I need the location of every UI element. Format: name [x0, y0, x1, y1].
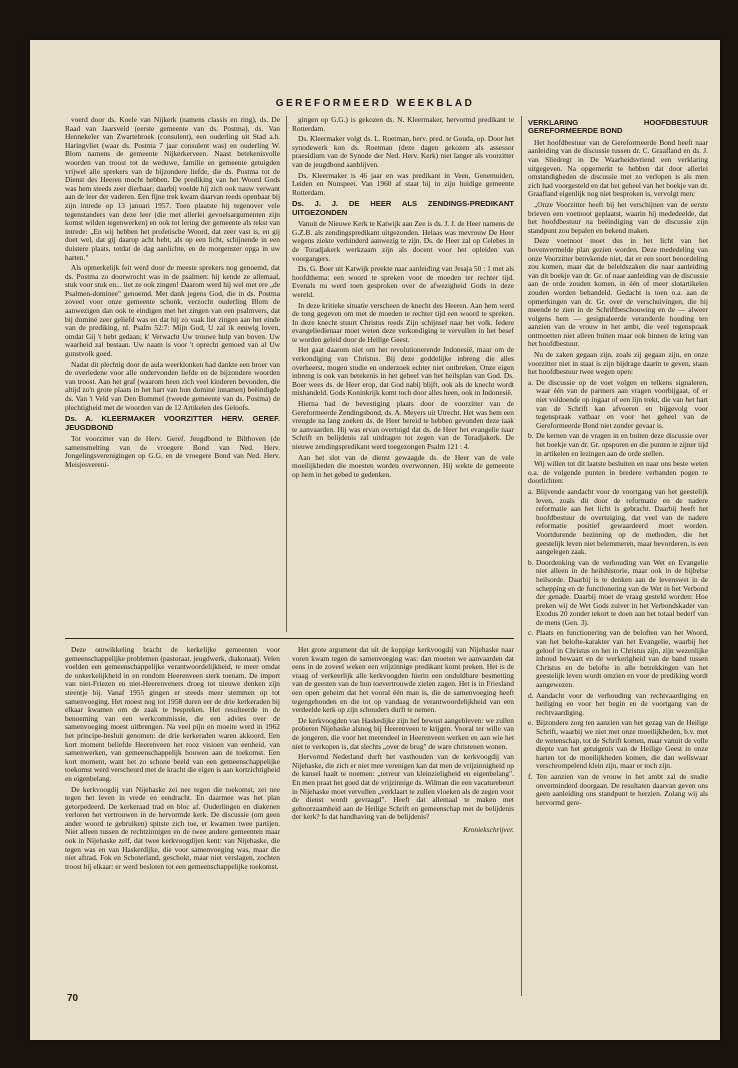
- paragraph: Ds. Kleermaker is 46 jaar en was predikant in Veen, Genemuiden, Leiden en Nunspeet. Van 1960 af staat hij in zijn huidige gemeente Rotterdam.: [292, 170, 514, 197]
- paragraph: Tot voorzitter van de Herv. Geref. Jeugdbond te Bilthoven (de samensmelting van de vroegere Bond van Ned. Herv. Jongelingsverenigingen op G.G. en de vroegere Bond van Ned. Herv. Meisjesvereni-: [65, 434, 280, 469]
- list-item: [528, 432, 708, 458]
- col3-paragraphs-2: [528, 460, 708, 486]
- paragraph: Ds. G. Boer uit Katwijk preekte naar aanleiding van Jesaja 50 : 1 met als hoofdthema: een woord te spreken voor de moeden ter rechter tijd. Evenals nu werd toen gesproken over de afwezigheid Gods in deze wereld.: [292, 264, 514, 299]
- paragraph: In deze kritieke situatie verscheen de knecht des Heeren. Aan hem werd de tong gegeven om met de moeden te rechter tijd een woord te spreken. In deze knecht stuurt Christus reeds Zijn schijnsel naar het volk. Iedere evangeliedienaar moet weten deze verkondiging te vervullen in het besef te worden geleid door de Heilige Geest.: [292, 300, 514, 344]
- paragraph: Wij willen tot dit laatste besluiten en naar ons beste weten o.a. de volgende punten in bredere verbanden pogen te doorlichten:: [528, 459, 708, 486]
- col1-bottom-paragraphs: [65, 646, 280, 871]
- col1-top-paragraphs: [65, 116, 280, 412]
- col2-bottom-paragraphs: [292, 646, 514, 822]
- paragraph: Het gaat daarom niet om het revolutionerende Indonesië, maar om de verkondiging van Christus. Bij deze goddelijke inbreng die alles overheerst, mogen studie en onderzoek echter niet ontbreken. Onze eigen inbreng is ook van betekenis in het geheel van het heilsplan van God. Ds. Boer wees ds. de Heer erop, dat God nabij blijft, ook als de knecht wordt mishandeld. Gods Koninkrijk komt toch door alles heen, ook in Indonesië.: [292, 345, 514, 398]
- paragraph: Aan het slot van de dienst gewaagde ds. de Heer van de vele moeilijkheden die moesten worden overwonnen. Hij wekte de gemeente op hem in het gebed te gedenken.: [292, 452, 514, 479]
- article-heading-de-heer: Ds. J. J. DE HEER ALS ZENDINGS-PREDIKANT UITGEZONDEN: [292, 199, 514, 217]
- list-marker: f.: [528, 771, 533, 781]
- list-item: [528, 559, 708, 628]
- magazine-page: [30, 40, 720, 1040]
- paragraph: Als opmerkelijk feit werd door de meeste sprekers nog genoemd, dat ds. Postma zo doorwrocht was in de psalmen: hij kende ze allemaal, stuk voor stuk en... liet ze ook zingen! Daarom werd hij wel met ere „de Psalmen-dominee" genoemd. Met dank jegens God, die in ds. Postma zoveel voor onze gemeente schonk, verzocht ouderling Blom de aanwezigen dan ook te eindigen met het zingen van een psalmvers, dat bij dominé zeer geliefd was en dat hij zo vaak liet zingen aan het einde van de prediking, nl. Psalm 52:7: Mijn God, U zal ik eeuwig loven, omdat Gij 't hebt gedaan; k' Verwacht Uw trouwe hulp van boven. Uw waarheid zal bestaan. Uw naam is voor 't oprecht gemoed van al Uw gunstvolk goed.: [65, 263, 280, 359]
- paragraph: Vanuit de Nieuwe Kerk te Katwijk aan Zee is ds. J. J. de Heer namens de G.Z.B. als zendingspredikant uitgezonden. Helaas was mevrouw De Heer wegens ziekte verhinderd aanwezig te zijn. Ds. de Heer zal op Celebes in de Toradjakerk werkzaam zijn als docent voor het opleiden van voorgangers.: [292, 219, 514, 263]
- section-divider: [65, 638, 514, 639]
- paragraph: gingen op G.G.) is gekozen ds. N. Kleermaker, hervormd predikant te Rotterdam.: [292, 116, 514, 133]
- column-rule-1: [286, 116, 287, 632]
- column-2-bottom: [292, 646, 514, 986]
- list-marker: b.: [528, 557, 534, 567]
- list-marker: a.: [528, 377, 534, 387]
- list-item: [528, 773, 708, 807]
- list-text: Doordenking van de verhouding van Wet en Evangelie niet alleen in de heilshistorie, maar ook in de bijbelse heilsorde. Daarbij is te denken aan de levenswet in de schepping en de functionering van de Wet in het Verbond der genade. Daarbij moet de vraag gesteld worden: Hoe preken wij de Wet Gods zuiver in het Verbondskader van Exodus 20 zonder tekort te doen aan het totaal bederf van de mens (Gen. 3).: [536, 557, 708, 627]
- list-text: Bijzondere zorg ten aanzien van het gezag van de Heilige Schrift, waarbij we niet met onze moeilijkheden, b.v. met de wetenschap, tot de Schrift komen, maar vanuit de volle diepte van het getuigenis van de Heilige Geest in onze harten tot de moeilijkheden komen, die dan wellswaar verschrompelend klein zijn, maar er toch zijn.: [536, 718, 708, 771]
- paragraph: Deze voetnoot moet dus in het licht van het bovenvermelde plan gezien worden. Deze mededeling van onze Voorzitter betrekende niet, dat er een soort beoordeling zou komen, maar dat de beleidszaken die naar aanleiding van dit boekje van dr. Gr. of naar aanleiding van de discussie aan de orde zouden komen, in één of meer slotartikelen zouden worden behandeld. Gedacht is toen o.a. aan de opmerkingen van dr. Gr. over de verschuivingen, die hij meende te zien in de Schriftbeschouwing en de — alweer volgens hem — gesignaleerde veranderde houding ten aanzien van de vrouw in het ambt, die veel tegenspraak ontmoetten niet alleen buiten maar ook binnen de kring van het hoofdbestuur.: [528, 236, 708, 349]
- paragraph: Hierna had de bevestiging plaats door de voorzitter van de Gereformeerde Zendingsbond, ds. A. Meyers uit Utrecht. Het was hem een vreugde na lang zoeken ds. de Heer bereid te hebben gevonden deze taak te aanvaarden. Hij was ervan overtuigd dat ds. de Heer het evangelie naar Schrift en belijdenis zal uitdragen tot zegen van de Toradjakerk. De nieuwe zendingspredikant werd toegezongen Psalm 121 : 4.: [292, 399, 514, 451]
- list-marker: a.: [528, 486, 534, 496]
- paragraph: „Onze Voorzitter heeft bij het verschijnen van de eerste brieven een voetnoot geplaatst, waarin hij mededeelde, dat het hoofdbestuur na beëindiging van de discussie zijn standpunt zou bepalen en bekend maken.: [528, 199, 708, 235]
- paragraph: voerd door ds. Koele van Nijkerk (namens classis en ring), ds. De Raad van Jaarsveld (eerste gemeente van ds. Postma), ds. Van Hennekeler van Zwartebroek (consulent), een ouderling uit Stad a.h. Haringvliet (waar ds. Postma 7 jaar consulent was) en ouderling W. Blom namens de gemeente Nijkerkerveen. Naast betekenisvolle woorden van troost tot de weduwe, familie en gemeente getuigden vrijwel alle sprekers van de bijzondere liefde, die ds. Postma tot de Dienst des Heeren mocht hebben. De prediking van het Woord Gods was hem steeds zeer dierbaar; daarbij voelde hij zich ook nauw verwant aan de leer der vaderen. Een fijne trek kwam daarvan reeds openbaar bij zijn intrede op 13 januari 1957. Toen plaatste hij tegenover vele tegenstanders van deze leer (die met allerlei gevoelsargumenten zijn komst wilden tegenwerken) en ook tot lering der gemeente als tekst van intrede: „En wij hebben het profetische Woord, dat zeer vast is, en gij doet wel, dat gij daarop acht hebt, als op een licht, schijnende in een duistere plaats, totdat de dag aanlichte, en de morgenster opga in uw harten.": [65, 116, 280, 262]
- signature: Kroniekschrijver.: [463, 824, 514, 834]
- paragraph: Ds. Kleermaker volgt ds. L. Roetman, herv. pred. te Gouda, op. Door het synodewerk kon ds. Roetman (deze dagen gekozen als assessor praesidium van de Synode der Ned. Herv. Kerk) niet langer als voorzitter van de jeugdbond aanblijven.: [292, 134, 514, 169]
- article-heading-verklaring: VERKLARING HOOFDBESTUUR GEREFORMEERDE BOND: [528, 118, 708, 136]
- list-marker: c.: [528, 628, 534, 638]
- paragraph: Hervormd Nederland durft het vasthouden van de kerkvoogdij van Nijehaske, die zich er niet mee verenigen kan dat men de vrijzinnigheid op de kansel haalt te noemen: „terreur van kleinzieligheid en eigenbelang". En men praat het goed dat de vrijzinnige ds. Wilman die een vacaturebeurt in Nijehaske moet vervullen „verklaart te zullen vloeken als de zegen voor de dienst wordt gevraagd". Heeft dat allemaal te maken met gehoorzaamheid aan de Heilige Schrift en gemeenschap met de belijdenis der kerk? Is dat handhaving van de belijdenis?: [292, 752, 514, 822]
- col2-top-paragraphs: [292, 116, 514, 197]
- options-list: [528, 379, 708, 458]
- page-number: 70: [67, 993, 79, 1004]
- paragraph: Het hoofdbestuur van de Gereformeerde Bond heeft naar aanleiding van de discussie tussen dr. C. Graafland en ds. J. van Sliedregt in De Waarheidsvriend een verklaring uitgegeven. Na opgemerkt te hebben dat door allerlei omstandigheden de discussie met zo verlopen is als men zich had voorgesteld en dat het geheel van het boekje van dr. Graafland eigenlijk nog niet besproken is, vervolgt men:: [528, 137, 708, 199]
- paragraph: De kerkvoogden van Haskedijke zijn hef bewust aangebleven: we zullen proberen Nijehaske alsnog bij Heerenveen te krijgen. Vooral ter wille van de jongeren, die voor het merendeel in Heerenveen werken en aan wie het niet te verkopen is, dat slechts „over de brug" de ware christenen wonen.: [292, 715, 514, 751]
- list-item: [528, 379, 708, 431]
- paragraph: Nadat dit plechtig door de aula weerklonken had dankte een broer van de overledene voor alle ondervonden liefde en de bijzondere woorden van troost. Aan het graf (waarom heen zich veel kinderen bevonden, die altijd zo'n grote plaats in het hart van hun dominé innamen) beëindigde ds. Van 't Veld van Den Bommel (tweede gemeente van ds. Postma) de plechtigheid met de woorden van de 12 Artikelen des Geloofs.: [65, 359, 280, 412]
- column-rule-2: [521, 116, 522, 996]
- points-list: [528, 488, 708, 807]
- column-2-top: [292, 116, 514, 632]
- col2-top-paragraphs-2: [292, 220, 514, 479]
- list-text: Blijvende aandacht voor de voortgang van het geestelijk leven, zoals dit door de reformatie en de nadere reformatie aan het licht is gebracht. Daarbij heeft het hoofdbestuur de overtuiging, dat veel van de nadere reformatie positief gewaardeerd moet worden. Voortdurende bezinning op de methoden, die het geestelijk leven niet belemmeren, maar bevorderen, is een aangelegen zaak.: [536, 486, 708, 557]
- list-item: [528, 692, 708, 718]
- paragraph: Nu de zaken gegaan zijn, zoals zij gegaan zijn, en onze voorzitter niet in staat is zijn bijdrage daarin te geven, staan het hoofdbestuur twee wegen open:: [528, 350, 708, 377]
- list-marker: b.: [528, 431, 534, 441]
- list-text: De discussie op de voet volgen en telkens signaleren, waar één van de partners aan vragen voorbijgaat, of er niet voldoende op ingaat of een lijn trekt, die van het hart van de Schrift kan afvoeren en bijgevolg voor tegenspraak vatbaar en voor het geheel van de Gereformeerde Bond niet zonder gevaar is.: [536, 377, 708, 430]
- column-1-bottom: [65, 646, 280, 986]
- list-item: [528, 719, 708, 771]
- column-1-top: [65, 116, 280, 632]
- list-marker: d.: [528, 690, 534, 700]
- list-item: [528, 488, 708, 557]
- paragraph: De kerkvoogdij van Nijehaske zei nee tegen die toekomst, zei nee tegen het leven in vrede en eendracht. En daarmee was het plan getorpedeerd. De kerkeraad trad en bloc af. Ouderlingen en diakenen verloren het vertrouwen in de hervormde kerk. De discussie (om geen ander woord te gebruiken) spitste zich toe, er kwamen twee partijen. Niet alleen tussen de rechtzinnigen en de twee andere gemeenten maar ook in Nijehaske zelf, dat twee kerkvoogdijen kent: van Nijehaske, die tegen was en van Haskerdijke, die voor samenvoeging was, maar die niet aftrad. Fok en Schoterland, geschokt, maar niet verslagen, zochten troost bij elkaar: er werd besloten tot een gemeenschappelijke toekomst.: [65, 784, 280, 871]
- article-heading-kleermaker: Ds. A. KLEERMAKER VOORZITTER HERV. GEREF. JEUGDBOND: [65, 414, 280, 432]
- paragraph: Het grote argument dat uit de koppige kerkvoogdij van Nijehaske naar voren kwam tegen de samenvoeging was: dan moeten we aanvaarden dat eens in de zoveel weken een vrijzinnige predikant komt preken. Het is de vraag of verkeerlijk alle kerkvoogden hierin een onduldbare besmetting van de geesten van de hun toevertrouwde zielen zagen. Het is in Friesland een open geheim dat het vooral één man is, die de samenvoeging heeft tegengehouden en die tot op vandaag de verantwoordelijkheid van een verdeelde kerk op zijn schouders durft te nemen.: [292, 646, 514, 715]
- list-text: De kernen van de vragen in en buiten deze discussie over het boekje van dr. Gr. opsporen en die punten te zijner tijd in artikelen en lezingen aan de orde stellen.: [536, 431, 708, 458]
- list-text: Aandacht voor de verhouding van rechtvaardiging en heiliging en voor het begin en de voortgang van de rechtvaardiging.: [536, 690, 708, 717]
- col1-top-paragraphs-2: [65, 435, 280, 469]
- list-item: [528, 629, 708, 689]
- column-3: [528, 116, 708, 996]
- paragraph: Deze ontwikkeling bracht de kerkelijke gemeenten voor gemeenschappelijke problemen (pastoraat, jeugdwerk, diakonaat). Velen voelden een gemeenschappelijke verantwoordelijkheid, te meer omdat de onkerkelijkheid in en rondom Heerenveen sterk toenam. De import van niet-Friezen en niet-Heerenveners droeg tot nieuwe denken zijn steentje bij. Vanaf 1955 gingen er steeds meer stemmen op tot samenvoeging. Het moest nog tot 1958 duren eer de drie kerkeraden bij elkaar kwamen om de zaak te bespreken. Het resulteerde in de benoeming van een werkcommissie, die een advies over de samenvoeging moest uitbrengen. Na veel pijn en moeite werd in 1962 het principe-besluit genomen: de drie kerkeraden waren akkoord. Een kort moment beliefde Heerenveen het rooz visioen van eenheid, van samenwerken, van gemeenschappelijk bouwen aan de toekomst. Een kort moment, want het zo schone beeld van een gemeenschappelijke toekomst werd verscheurd met de kracht die eigen is aan kortzichtigheid en eigenbelang.: [65, 646, 280, 783]
- col3-paragraphs: [528, 139, 708, 377]
- list-marker: e.: [528, 718, 534, 728]
- masthead: GEREFORMEERD WEEKBLAD: [275, 98, 475, 109]
- list-text: Ten aanzien van de vrouw in het ambt zal de studie onverminderd doorgaan. De resultaten daarvan geven ons geen aanleiding ons standpunt te herzien. Zolang wij als hervormd gere-: [536, 771, 708, 807]
- list-text: Plaats en functionering van de beloften van het Woord, van het belofte-karakter van het Evangelie, waarbij het geloof in Christus en het in Christus zijn, zijn wezenlijke inhoud bewaart en de werkerigheid van de band tussen Christus en de belofte in alle betrekkingen van het geestelijk leven wordt omzien en voor de prediking wordt aangewezen.: [536, 628, 708, 690]
